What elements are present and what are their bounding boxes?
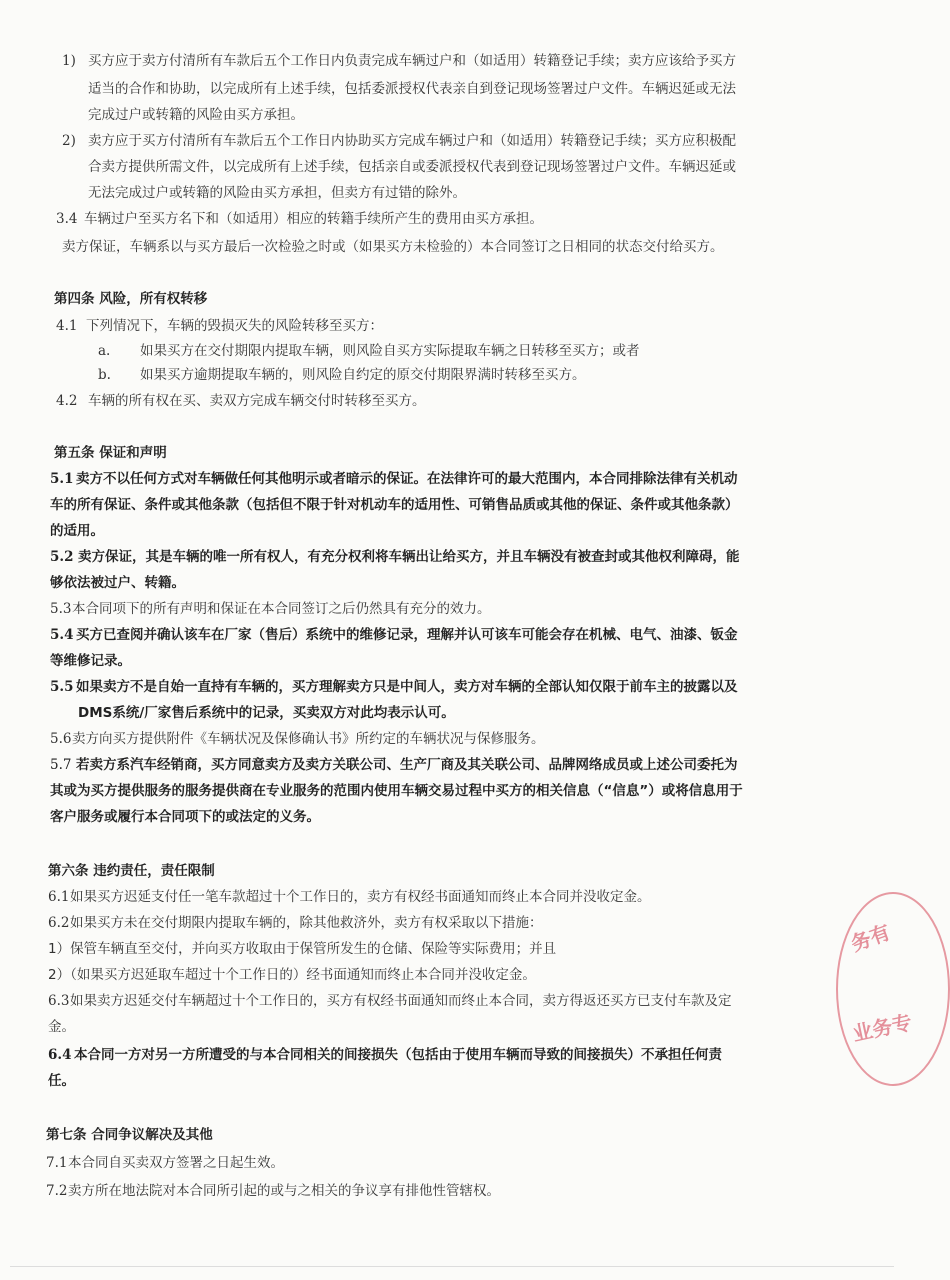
clause-4-1-b: b. 如果买方逾期提取车辆的，则风险自约定的原交付期限界满时转移至买方。 [98, 367, 586, 383]
clause-2-line-1: 2) 卖方应于买方付清所有车款后五个工作日内协助买方完成车辆过户和（如适用）转籍登记手续；买方应积极配 [62, 133, 736, 149]
clause-4-1-a: a. 如果买方在交付期限内提取车辆，则风险自买方实际提取车辆之日转移至买方；或者 [98, 343, 640, 359]
clause-5-7-line-2: 其或为买方提供服务的服务提供商在专业服务的范围内使用车辆交易过程中买方的相关信息（“信息”）或将信息用于 [50, 783, 743, 799]
clause-5-5-line-2: DMS系统/厂家售后系统中的记录，买卖双方对此均表示认可。 [78, 705, 455, 721]
clause-4-1: 4.1 下列情况下，车辆的毁损灭失的风险转移至买方： [56, 318, 383, 334]
clause-1-line-2: 适当的合作和协助，以完成所有上述手续，包括委派授权代表亲自到登记现场签署过户文件。车辆迟延或无法 [88, 81, 736, 97]
clause-1-line-1: 1) 买方应于卖方付清所有车款后五个工作日内负责完成车辆过户和（如适用）转籍登记手续；卖方应该给予买方 [62, 53, 736, 69]
article-6-heading: 第六条 违约责任，责任限制 [48, 863, 215, 879]
clause-6-2-item-1: 1）保管车辆直至交付，并向买方收取由于保管所发生的仓储、保险等实际费用；并且 [48, 941, 557, 957]
clause-5-6: 5.6卖方向买方提供附件《车辆状况及保修确认书》所约定的车辆状况与保修服务。 [50, 731, 545, 747]
clause-6-2: 6.2如果买方未在交付期限内提取车辆的，除其他救济外，卖方有权采取以下措施： [48, 915, 543, 931]
clause-5-1-line-2: 车的所有保证、条件或其他条款（包括但不限于针对机动车的适用性、可销售品质或其他的保证、条件或其他条款） [50, 497, 739, 513]
clause-1-line-3: 完成过户或转籍的风险由买方承担。 [88, 107, 304, 123]
clause-5-7-line-1: 5.7 若卖方系汽车经销商，买方同意卖方及卖方关联公司、生产厂商及其关联公司、品牌网络成员或上述公司委托为 [50, 757, 738, 773]
clause-3-4: 3.4 车辆过户至买方名下和（如适用）相应的转籍手续所产生的费用由买方承担。 [56, 211, 543, 227]
clause-6-3-line-1: 6.3如果卖方迟延交付车辆超过十个工作日的，买方有权经书面通知而终止本合同，卖方得返还买方已支付车款及定 [48, 993, 732, 1009]
clause-5-2-line-1: 5.2 卖方保证，其是车辆的唯一所有权人，有充分权利将车辆出让给买方，并且车辆没有被查封或其他权利障碍，能 [50, 549, 740, 565]
clause-5-4-line-2: 等维修记录。 [50, 653, 131, 669]
clause-6-1: 6.1如果买方迟延支付任一笔车款超过十个工作日的，卖方有权经书面通知而终止本合同并没收定金。 [48, 889, 651, 905]
clause-6-4-line-1: 6.4 本合同一方对另一方所遭受的与本合同相关的间接损失（包括由于使用车辆而导致的间接损失）不承担任何责 [48, 1047, 722, 1063]
article-4-heading: 第四条 风险，所有权转移 [54, 291, 208, 307]
clause-5-5-line-1: 5.5 如果卖方不是自始一直持有车辆的，买方理解卖方只是中间人，卖方对车辆的全部认知仅限于前车主的披露以及 [50, 679, 738, 695]
clause-5-3: 5.3本合同项下的所有声明和保证在本合同签订之后仍然具有充分的效力。 [50, 601, 491, 617]
clause-4-2: 4.2 车辆的所有权在买、卖双方完成车辆交付时转移至买方。 [56, 393, 426, 409]
clause-2-line-3: 无法完成过户或转籍的风险由买方承担，但卖方有过错的除外。 [88, 185, 466, 201]
clause-2-line-2: 合卖方提供所需文件，以完成所有上述手续，包括亲自或委派授权代表到登记现场签署过户文件。车辆迟延或 [88, 159, 736, 175]
clause-6-4-line-2: 任。 [48, 1073, 75, 1089]
seller-guarantee-line: 卖方保证，车辆系以与买方最后一次检验之时或（如果买方未检验的）本合同签订之日相同的状态交付给买方。 [62, 239, 724, 255]
article-5-heading: 第五条 保证和声明 [54, 445, 167, 461]
page-bottom-rule [10, 1266, 894, 1267]
clause-5-2-line-2: 够依法被过户、转籍。 [50, 575, 185, 591]
clause-5-1-line-3: 的适用。 [50, 523, 104, 539]
article-7-heading: 第七条 合同争议解决及其他 [46, 1127, 213, 1143]
clause-5-1-line-1: 5.1 卖方不以任何方式对车辆做任何其他明示或者暗示的保证。在法律许可的最大范围内，本合同排除法律有关机动 [50, 471, 738, 487]
clause-5-4-line-1: 5.4 买方已查阅并确认该车在厂家（售后）系统中的维修记录，理解并认可该车可能会存在机械、电气、油漆、钣金 [50, 627, 738, 643]
clause-7-1: 7.1本合同自买卖双方签署之日起生效。 [46, 1155, 284, 1171]
clause-5-7-line-3: 客户服务或履行本合同项下的或法定的义务。 [50, 809, 320, 825]
clause-7-2: 7.2卖方所在地法院对本合同所引起的或与之相关的争议享有排他性管辖权。 [46, 1183, 500, 1199]
clause-6-2-item-2: 2）（如果买方迟延取车超过十个工作日的）经书面通知而终止本合同并没收定金。 [48, 967, 536, 983]
company-seal-partial: 务有 业务专 [836, 892, 950, 1086]
clause-6-3-line-2: 金。 [48, 1019, 75, 1035]
